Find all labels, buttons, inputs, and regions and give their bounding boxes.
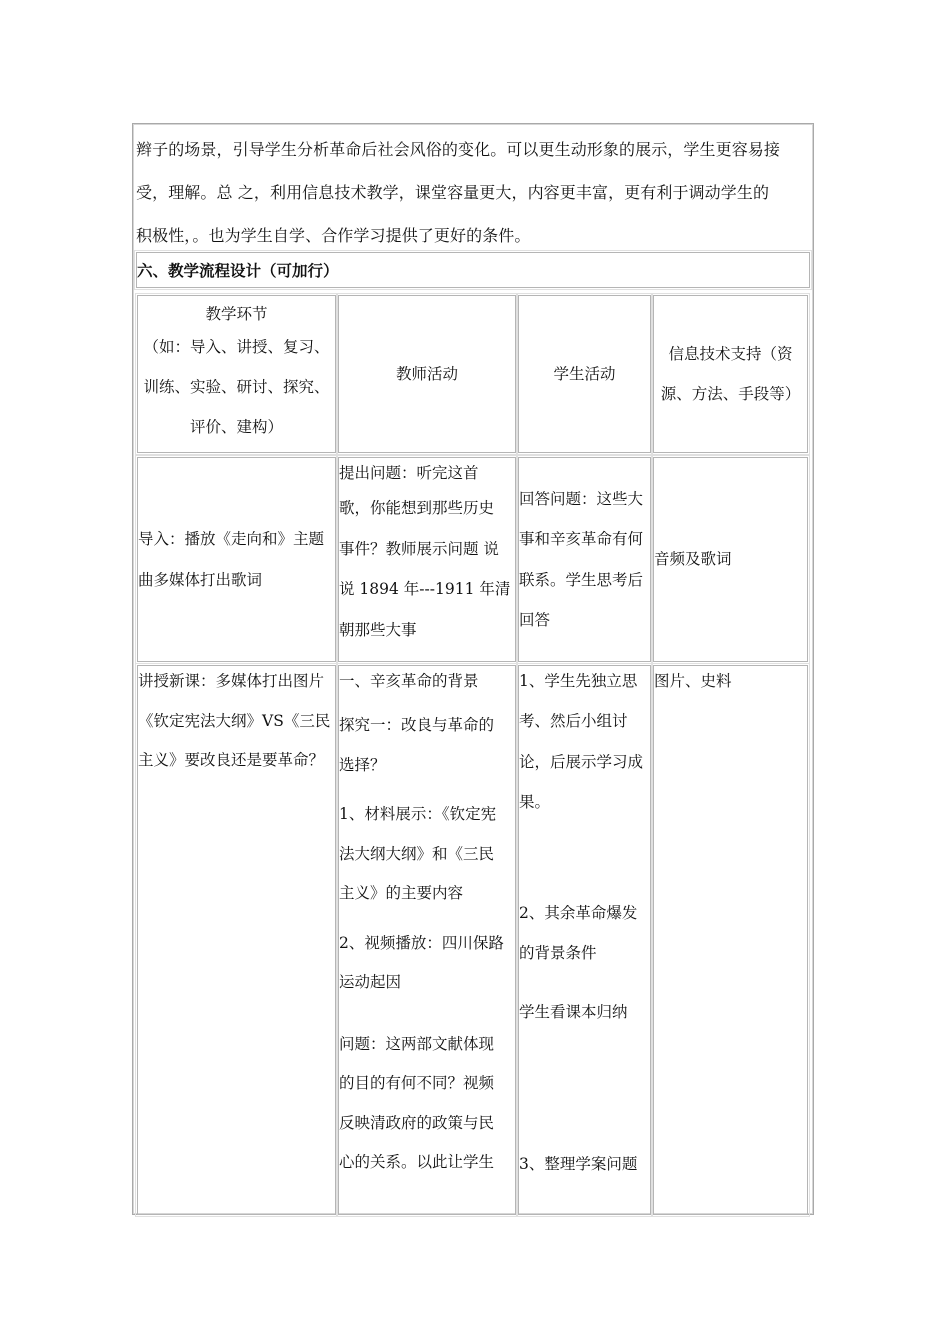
row1-teacher-line-1: 提出问题：听完这首 <box>339 464 479 482</box>
row1-stage-line-1: 导入：播放《走向和》主题 <box>138 530 325 548</box>
section-title: 六、教学流程设计（可加行） <box>136 252 810 288</box>
row1-student-line-3: 联系。学生思考后 <box>519 570 644 589</box>
row1-teacher-line-2: 歌，你能想到那些历史 <box>339 499 495 517</box>
intro-line-2: 受，理解。总 之，利用信息技术教学，课堂容量更大，内容更丰富，更有利于调动学生的 <box>136 183 770 202</box>
row2-student <box>518 665 651 1215</box>
row2-student-p1-line-2: 考、然后小组讨 <box>519 712 628 730</box>
row1-teacher-line-5: 朝那些大事 <box>339 620 417 639</box>
row1-stage <box>137 457 336 662</box>
row2-student-p2-line-1: 2、其余革命爆发 <box>519 903 638 922</box>
row2-student-p1-line-4: 果。 <box>519 793 551 811</box>
row2-tech-text: 图片、史料 <box>654 672 732 690</box>
row2-stage-line-2: 《钦定宪法大纲》VS《三民 <box>138 712 331 730</box>
row2-teacher-p3-line-3: 主义》的主要内容 <box>339 884 464 902</box>
row1-teacher-line-4: 说 1894 年---1911 年清 <box>339 580 511 598</box>
intro-line-1: 辫子的场景，引导学生分析革命后社会风俗的变化。可以更生动形象的展示，学生更容易接 <box>136 140 781 159</box>
row2-student-p4: 3、整理学案问题 <box>519 1155 638 1173</box>
row2-student-p2-line-2: 的背景条件 <box>519 944 597 962</box>
row2-student-p3: 学生看课本归纳 <box>519 1002 628 1021</box>
header-student-label: 学生活动 <box>553 364 616 383</box>
row1-teacher <box>338 457 516 662</box>
row1-tech <box>653 457 808 662</box>
header-teacher-label: 教师活动 <box>395 364 458 383</box>
row2-teacher-p5-line-1: 问题：这两部文献体现 <box>339 1034 495 1053</box>
row2-teacher-p5-line-2: 的目的有何不同？视频 <box>339 1074 495 1092</box>
header-stage-line-3: 训练、实验、研讨、探究、 <box>143 378 330 396</box>
row2-teacher-p2-line-1: 探究一：改良与革命的 <box>339 716 495 734</box>
row1-student-line-1: 回答问题：这些大 <box>519 489 644 508</box>
header-tech <box>653 295 808 453</box>
row2-teacher-p4-line-2: 运动起因 <box>339 973 402 991</box>
row2-teacher-p5-line-3: 反映清政府的政策与民 <box>339 1113 495 1132</box>
row2-student-p1-line-3: 论，后展示学习成 <box>519 752 644 771</box>
intro-line-3: 积极性，。也为学生自学、合作学习提供了更好的条件。 <box>136 226 531 245</box>
row1-student-line-4: 回答 <box>519 611 551 629</box>
header-stage-line-2: （如：导入、讲授、复习、 <box>143 338 330 356</box>
header-stage-line-1: 教学环节 <box>205 305 268 323</box>
row1-tech-text: 音频及歌词 <box>654 550 732 569</box>
row2-stage <box>137 665 336 1215</box>
header-stage <box>137 295 336 453</box>
row2-teacher-p3-line-2: 法大纲大纲》和《三民 <box>339 844 495 863</box>
row1-student <box>518 457 651 662</box>
header-stage-line-4: 评价、建构） <box>189 418 283 436</box>
row2-teacher-p5-line-4: 心的关系。以此让学生 <box>339 1153 495 1171</box>
row2-teacher-p2-line-2: 选择？ <box>339 755 386 774</box>
row2-teacher-p1: 一、辛亥革命的背景 <box>339 672 479 690</box>
row2-stage-line-3: 主义》要改良还是要革命？ <box>138 751 325 769</box>
row1-student-line-2: 事和辛亥革命有何 <box>519 530 644 548</box>
row2-teacher-p4-line-1: 2、视频播放：四川保路 <box>339 933 504 952</box>
row2-student-p1-line-1: 1、学生先独立思 <box>519 672 638 690</box>
document-page <box>132 123 814 1215</box>
intro-paragraph <box>136 124 807 244</box>
row1-stage-line-2: 曲多媒体打出歌词 <box>138 570 263 589</box>
row2-teacher-p3-line-1: 1、材料展示：《钦定宪 <box>339 805 497 823</box>
header-tech-line-2: 源、方法、手段等） <box>660 385 801 403</box>
header-student <box>518 295 651 453</box>
row2-stage-line-1: 讲授新课：多媒体打出图片 <box>138 672 325 690</box>
header-tech-line-1: 信息技术支持（资 <box>668 344 793 363</box>
row2-teacher <box>338 665 516 1215</box>
row1-teacher-line-3: 事件？教师展示问题 说 <box>339 539 499 558</box>
header-teacher <box>338 295 516 453</box>
row2-tech <box>653 665 808 1215</box>
